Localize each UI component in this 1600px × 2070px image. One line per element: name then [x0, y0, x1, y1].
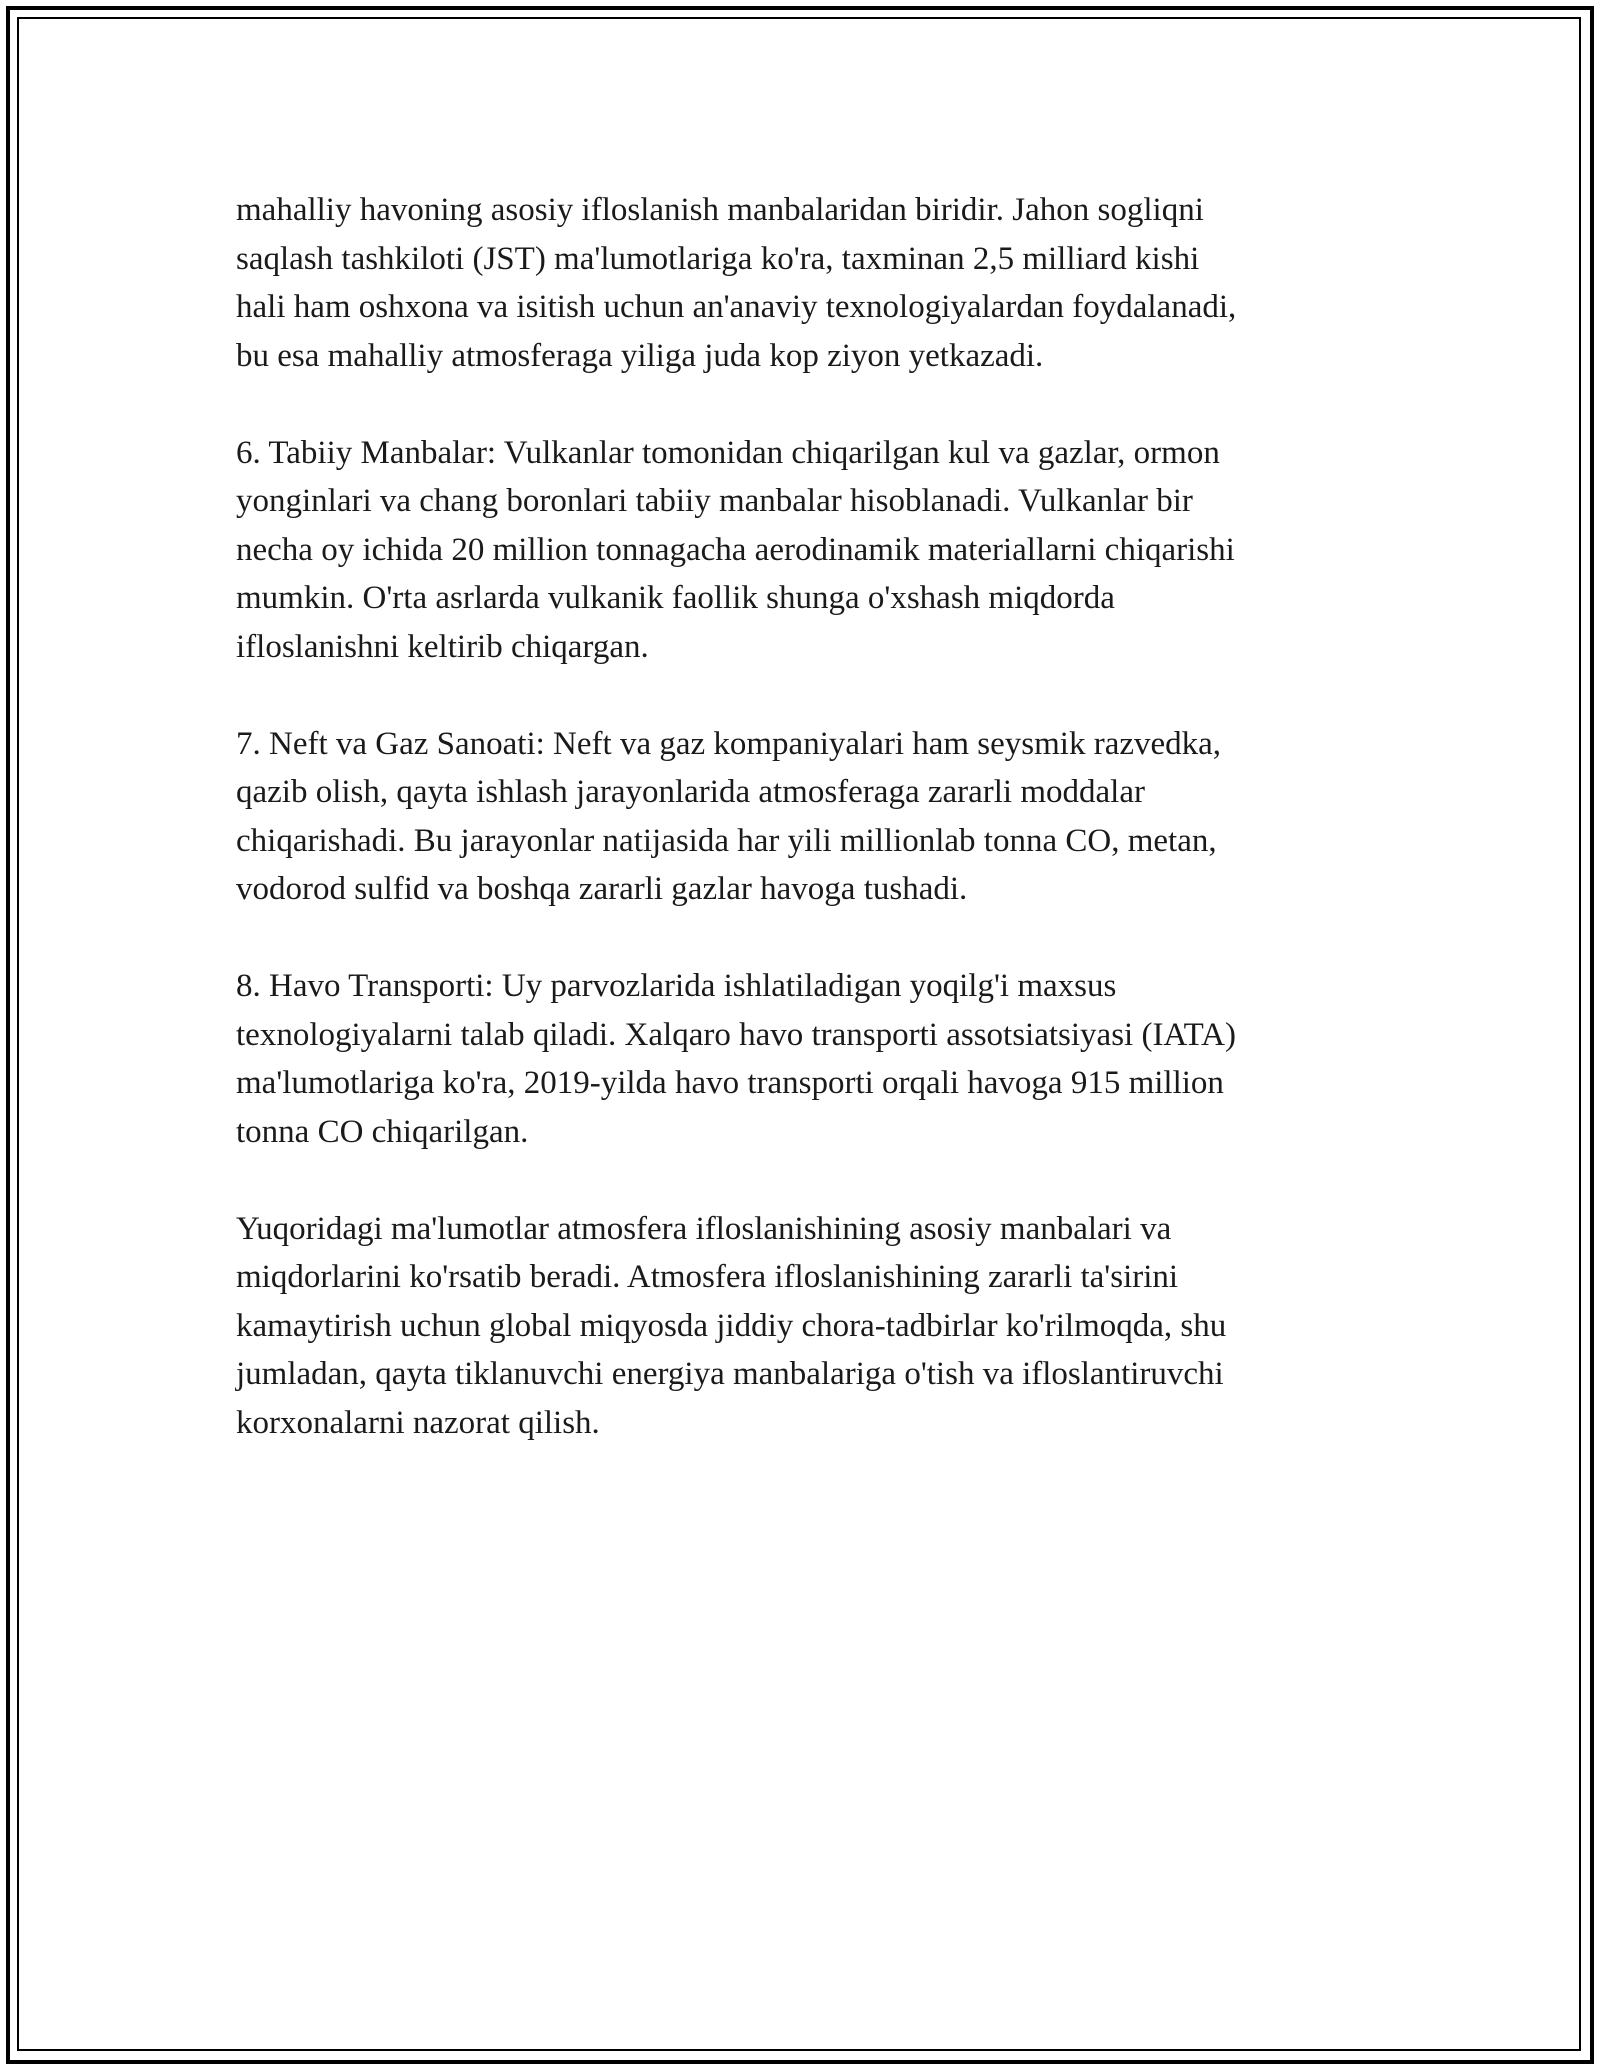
- paragraph-oil-gas-industry: 7. Neft va Gaz Sanoati: Neft va gaz kompaniyalari ham seysmik razvedka, qazib olish, qayta ishlash jarayonlarida atmosferaga zararli moddalar chiqarishadi. Bu jarayonlar natijasida har yili millionlab tonna CO, metan, vodorod sulfid va boshqa zararli gazlar havoga tushadi.: [236, 725, 1222, 907]
- paragraph-intro-continuation: mahalliy havoning asosiy ifloslanish manbalaridan biridir. Jahon sogliqni saqlash tashkiloti (JST) ma'lumotlariga ko'ra, taxminan 2,5 milliard kishi hali ham oshxona va isitish uchun an'anaviy texnologiyalardan foydalanadi, bu esa mahalliy atmosferaga yiliga juda kop ziyon yetkazadi.: [236, 192, 1237, 374]
- paragraph-conclusion: Yuqoridagi ma'lumotlar atmosfera ifloslanishining asosiy manbalari va miqdorlarini ko'rsatib beradi. Atmosfera ifloslanishining zararli ta'sirini kamaytirish uchun global miqyosda jiddiy chora-tadbirlar ko'rilmoqda, shu jumladan, qayta tiklanuvchi energiya manbalariga o'tish va ifloslantiruvchi korxonalarni nazorat qilish.: [236, 1210, 1227, 1441]
- paragraph-natural-sources: 6. Tabiiy Manbalar: Vulkanlar tomonidan chiqarilgan kul va gazlar, ormon yonginlari va chang boronlari tabiiy manbalar hisoblanadi. Vulkanlar bir necha oy ichida 20 million tonnagacha aerodinamik materiallarni chiqarishi mumkin. O'rta asrlarda vulkanik faollik shunga o'xshash miqdorda ifloslanishni keltirib chiqargan.: [236, 434, 1235, 665]
- document-body: [236, 186, 1366, 1496]
- paragraph-air-transport: 8. Havo Transporti: Uy parvozlarida ishlatiladigan yoqilg'i maxsus texnologiyalarni talab qiladi. Xalqaro havo transporti assotsiatsiyasi (IATA) ma'lumotlariga ko'ra, 2019-yilda havo transporti orqali havoga 915 million tonna CO chiqarilgan.: [236, 968, 1236, 1150]
